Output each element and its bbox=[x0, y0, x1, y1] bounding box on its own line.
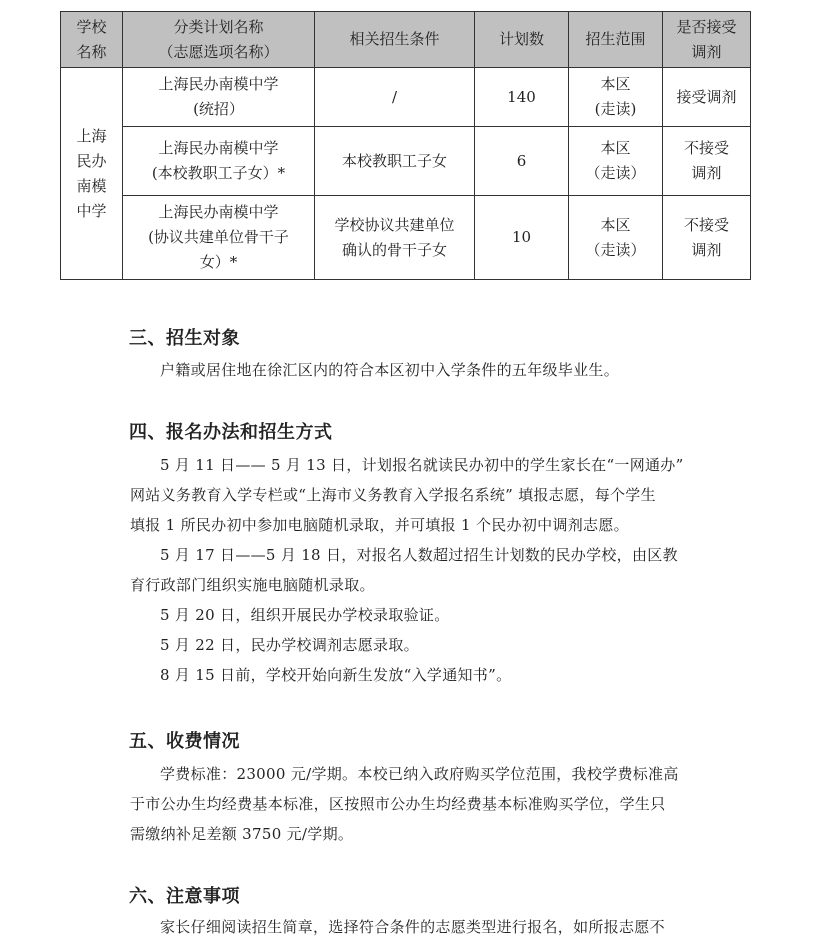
paragraph-line: 家长仔细阅读招生简章，选择符合条件的志愿类型进行报名，如所报志愿不 bbox=[160, 918, 665, 936]
paragraph-line: 5 月 11 日—— 5 月 13 日，计划报名就读民办初中的学生家长在“一网通办” bbox=[160, 456, 684, 474]
condition-cell: 学校协议共建单位 确认的骨干子女 bbox=[315, 196, 475, 280]
paragraph-line: 8 月 15 日前，学校开始向新生发放“入学通知书”。 bbox=[160, 666, 512, 684]
school-name-cell: 上海 民办 南模 中学 bbox=[61, 68, 123, 280]
paragraph-line: 学费标准：23000 元/学期。本校已纳入政府购买学位范围，我校学费标准高 bbox=[160, 765, 679, 783]
paragraph-line: 填报 1 所民办初中参加电脑随机录取，并可填报 1 个民办初中调剂志愿。 bbox=[130, 516, 629, 534]
count-cell: 6 bbox=[475, 127, 569, 196]
condition-cell: / bbox=[315, 68, 475, 127]
paragraph-line: 于市公办生均经费基本标准，区按照市公办生均经费基本标准购买学位，学生只 bbox=[130, 795, 666, 813]
header-accept-adjust: 是否接受 调剂 bbox=[663, 12, 751, 68]
section-heading-enrollment-target: 三、招生对象 bbox=[129, 328, 240, 349]
condition-cell: 本校教职工子女 bbox=[315, 127, 475, 196]
adjust-cell: 接受调剂 bbox=[663, 68, 751, 127]
table-row bbox=[61, 68, 751, 127]
paragraph-line: 5 月 20 日，组织开展民办学校录取验证。 bbox=[160, 606, 450, 624]
enrollment-plan-table bbox=[60, 11, 751, 280]
section-body-fees bbox=[130, 759, 722, 849]
plan-name-cell: 上海民办南模中学 (协议共建单位骨干子 女）* bbox=[123, 196, 315, 280]
section-heading-registration-method: 四、报名办法和招生方式 bbox=[129, 422, 333, 443]
section-body-enrollment-target bbox=[130, 355, 722, 385]
scope-cell: 本区 （走读） bbox=[569, 127, 663, 196]
plan-name-cell: 上海民办南模中学 (统招） bbox=[123, 68, 315, 127]
paragraph-line: 育行政部门组织实施电脑随机录取。 bbox=[130, 576, 375, 594]
header-plan-name: 分类计划名称 （志愿选项名称） bbox=[123, 12, 315, 68]
scope-cell: 本区 （走读） bbox=[569, 196, 663, 280]
count-cell: 10 bbox=[475, 196, 569, 280]
paragraph-line: 网站义务教育入学专栏或“上海市义务教育入学报名系统” 填报志愿，每个学生 bbox=[130, 486, 656, 504]
table-row bbox=[61, 127, 751, 196]
adjust-cell: 不接受 调剂 bbox=[663, 127, 751, 196]
plan-name-cell: 上海民办南模中学 (本校教职工子女）* bbox=[123, 127, 315, 196]
section-body-notes bbox=[130, 912, 722, 942]
table-header-row bbox=[61, 12, 751, 68]
header-plan-count: 计划数 bbox=[475, 12, 569, 68]
paragraph-line: 户籍或居住地在徐汇区内的符合本区初中入学条件的五年级毕业生。 bbox=[160, 361, 620, 379]
paragraph-line: 需缴纳补足差额 3750 元/学期。 bbox=[130, 825, 354, 843]
paragraph-line: 5 月 17 日——5 月 18 日，对报名人数超过招生计划数的民办学校，由区教 bbox=[160, 546, 678, 564]
scope-cell: 本区 (走读) bbox=[569, 68, 663, 127]
header-school-name: 学校 名称 bbox=[61, 12, 123, 68]
adjust-cell: 不接受 调剂 bbox=[663, 196, 751, 280]
section-heading-fees: 五、收费情况 bbox=[129, 731, 240, 752]
table-row bbox=[61, 196, 751, 280]
header-scope: 招生范围 bbox=[569, 12, 663, 68]
section-body-registration-method bbox=[130, 450, 722, 690]
count-cell: 140 bbox=[475, 68, 569, 127]
paragraph-line: 5 月 22 日，民办学校调剂志愿录取。 bbox=[160, 636, 419, 654]
section-heading-notes: 六、注意事项 bbox=[129, 886, 240, 907]
header-conditions: 相关招生条件 bbox=[315, 12, 475, 68]
